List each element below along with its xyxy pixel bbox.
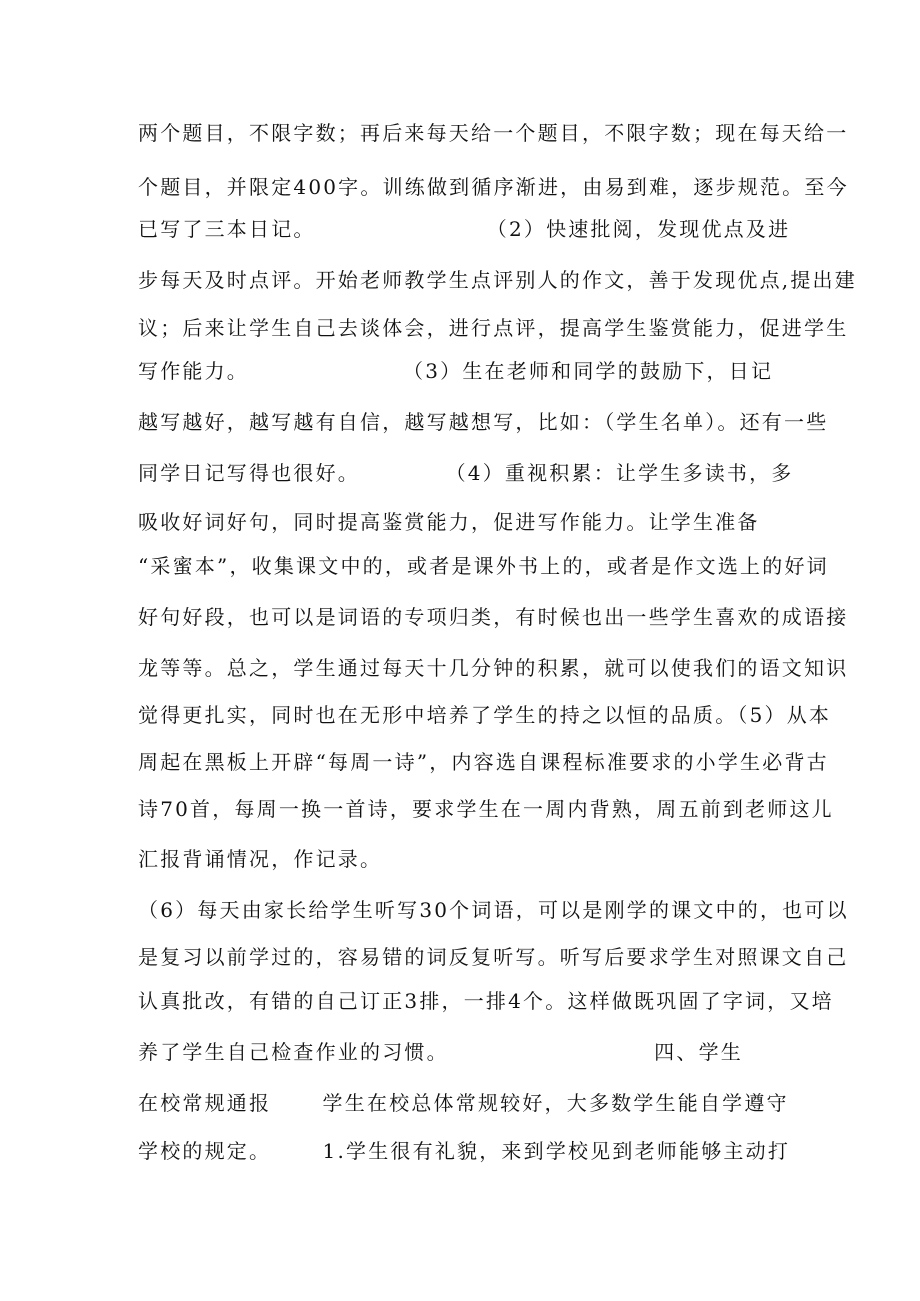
text-line-6: 写作能力。 （3）生在老师和同学的鼓励下，日记 bbox=[138, 359, 774, 383]
text-line-4: 步每天及时点评。开始老师教学生点评别人的作文，善于发现优点,提出建 bbox=[138, 268, 857, 292]
text-line-10: “采蜜本”，收集课文中的，或者是课外书上的，或者是作文选上的好词 bbox=[138, 554, 829, 578]
text-line-5: 议；后来让学生自己去谈体会，进行点评，提高学生鉴赏能力，促进学生 bbox=[138, 316, 849, 340]
text-line-22: 学校的规定。 1.学生很有礼貌，来到学校见到老师能够主动打 bbox=[138, 1139, 791, 1163]
text-line-3: 已写了三本日记。 （2）快速批阅，发现优点及进 bbox=[138, 217, 791, 241]
text-line-15: 诗70首，每周一换一首诗，要求学生在一周内背熟，周五前到老师这儿 bbox=[138, 797, 834, 821]
text-line-16: 汇报背诵情况，作记录。 bbox=[138, 847, 383, 871]
text-line-9: 吸收好词好句，同时提高鉴赏能力，促进写作能力。让学生准备 bbox=[138, 510, 760, 534]
text-line-19: 认真批改，有错的自己订正3排，一排4个。这样做既巩固了字词，又培 bbox=[138, 989, 834, 1013]
text-line-1: 两个题目，不限字数；再后来每天给一个题目，不限字数；现在每天给一 bbox=[138, 121, 849, 145]
text-line-11: 好句好段，也可以是词语的专项归类，有时候也出一些学生喜欢的成语接 bbox=[138, 605, 849, 629]
text-line-13: 觉得更扎实，同时也在无形中培养了学生的持之以恒的品质。（5）从本 bbox=[138, 703, 832, 727]
text-line-18: 是复习以前学过的，容易错的词反复听写。听写后要求学生对照课文自己 bbox=[138, 945, 849, 969]
text-line-8: 同学日记写得也很好。 （4）重视积累：让学生多读书，多 bbox=[138, 461, 794, 485]
text-line-2: 个题目，并限定400字。训练做到循序渐进，由易到难，逐步规范。至今 bbox=[138, 175, 849, 199]
text-line-17: （6）每天由家长给学生听写30个词语，可以是刚学的课文中的，也可以 bbox=[138, 898, 849, 922]
text-line-12: 龙等等。总之，学生通过每天十几分钟的积累，就可以使我们的语文知识 bbox=[138, 656, 849, 680]
text-line-14: 周起在黑板上开辟“每周一诗”，内容选自课程标准要求的小学生必背古 bbox=[138, 750, 829, 774]
text-line-7: 越写越好，越写越有自信，越写越想写，比如：（学生名单）。还有一些 bbox=[138, 410, 829, 434]
text-line-20: 养了学生自己检查作业的习惯。 四、学生 bbox=[138, 1040, 743, 1064]
text-line-21: 在校常规通报 学生在校总体常规较好，大多数学生能自学遵守 bbox=[138, 1091, 789, 1115]
